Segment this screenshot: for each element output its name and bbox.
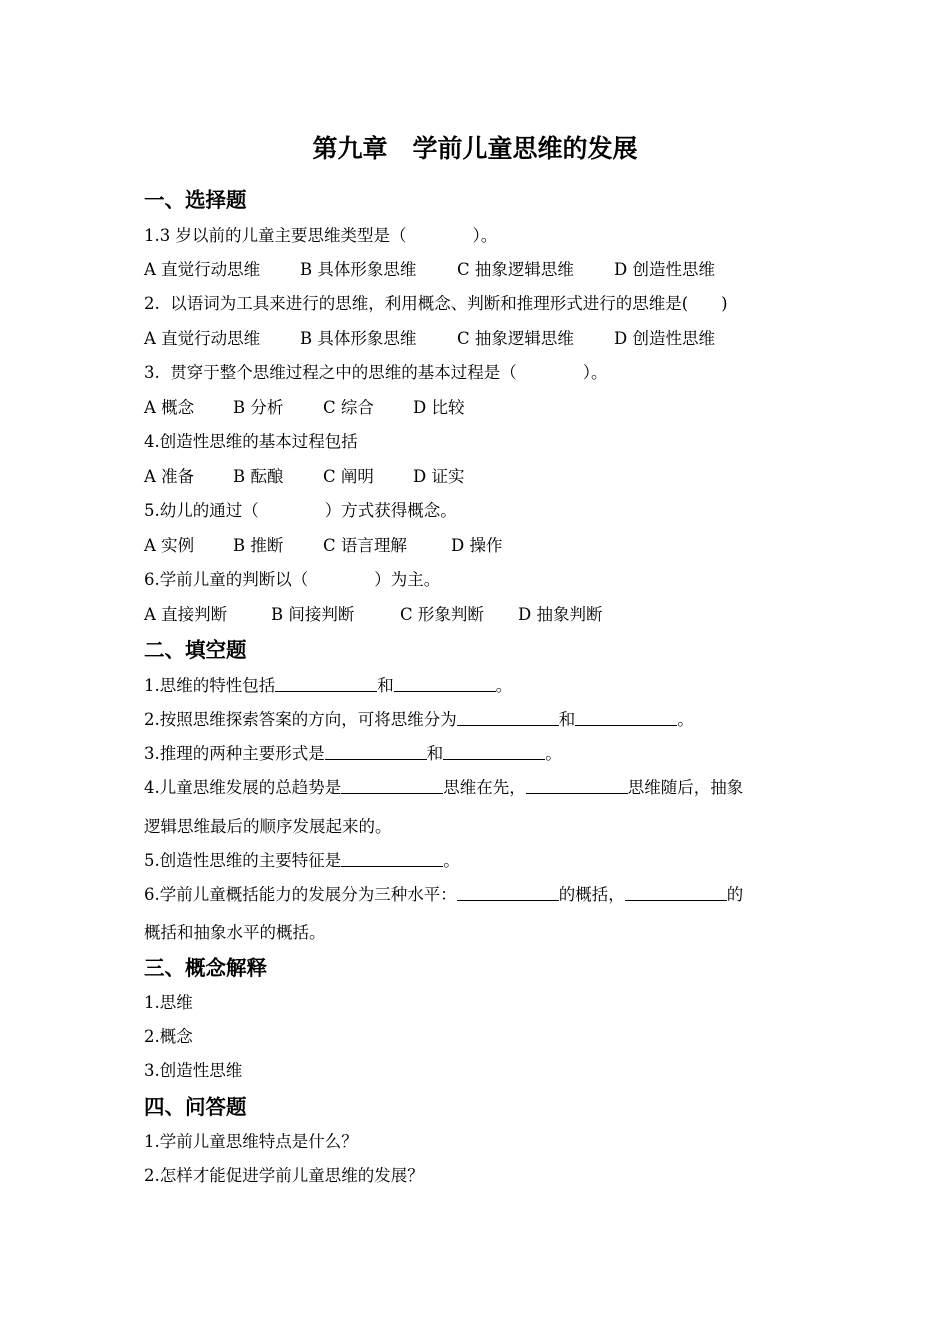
fill-item: 4.儿童思维发展的总趋势是 思维在先， 思维随后，抽象	[144, 778, 744, 797]
fill-item: 3.推理的两种主要形式是 和 。	[144, 744, 562, 763]
option-c: C 形象判断	[400, 605, 484, 624]
section-heading-questions: 四、问答题	[144, 1095, 247, 1119]
answer-blank	[341, 777, 443, 794]
answer-blank	[325, 743, 427, 760]
option-d: D 操作	[451, 536, 503, 555]
question-stem: 3. 贯穿于整个思维过程之中的思维的基本过程是（ ）。	[144, 363, 608, 382]
option-c: C 语言理解	[323, 536, 407, 555]
fill-item-continuation: 概括和抽象水平的概括。	[144, 923, 326, 942]
question-options	[144, 259, 844, 281]
section-heading-choice: 一、选择题	[144, 188, 247, 212]
option-d: D 证实	[413, 467, 465, 486]
option-a: A 直接判断	[144, 605, 228, 624]
question-stem: 5.幼儿的通过（ ）方式获得概念。	[144, 501, 457, 520]
question-stem: 4.创造性思维的基本过程包括	[144, 432, 358, 451]
question-stem: 6.学前儿童的判断以（ ）为主。	[144, 570, 441, 589]
answer-blank	[394, 675, 496, 692]
option-b: B 具体形象思维	[300, 260, 417, 279]
option-c: C 阐明	[323, 467, 374, 486]
option-d: D 创造性思维	[614, 260, 715, 279]
fill-item: 5.创造性思维的主要特征是 。	[144, 851, 460, 870]
option-a: A 直觉行动思维	[144, 329, 261, 348]
answer-blank	[443, 743, 545, 760]
question-options	[144, 535, 844, 557]
answer-blank	[275, 675, 377, 692]
option-d: D 比较	[413, 398, 465, 417]
question-item: 1.学前儿童思维特点是什么？	[144, 1132, 358, 1151]
question-stem: 1.3 岁以前的儿童主要思维类型是（ ）。	[144, 226, 498, 245]
option-c: C 综合	[323, 398, 374, 417]
fill-item: 6.学前儿童概括能力的发展分为三种水平： 的概括， 的	[144, 885, 744, 904]
question-options	[144, 328, 844, 350]
option-a: A 实例	[144, 536, 195, 555]
question-stem: 2. 以语词为工具来进行的思维，利用概念、判断和推理形式进行的思维是( )	[144, 294, 728, 313]
option-a: A 概念	[144, 398, 195, 417]
fill-item: 1.思维的特性包括 和 。	[144, 676, 513, 695]
fill-item-continuation: 逻辑思维最后的顺序发展起来的。	[144, 817, 392, 836]
option-c: C 抽象逻辑思维	[457, 329, 574, 348]
option-b: B 酝酿	[233, 467, 284, 486]
answer-blank	[575, 709, 677, 726]
option-b: B 具体形象思维	[300, 329, 417, 348]
concept-item: 3.创造性思维	[144, 1061, 243, 1080]
answer-blank	[457, 884, 559, 901]
option-b: B 间接判断	[271, 605, 355, 624]
answer-blank	[341, 850, 443, 867]
question-options	[144, 397, 844, 419]
option-d: D 抽象判断	[518, 605, 603, 624]
answer-blank	[526, 777, 628, 794]
option-a: A 准备	[144, 467, 195, 486]
question-item: 2.怎样才能促进学前儿童思维的发展？	[144, 1166, 424, 1185]
option-b: B 分析	[233, 398, 284, 417]
answer-blank	[457, 709, 559, 726]
option-d: D 创造性思维	[614, 329, 715, 348]
chapter-title: 第九章 学前儿童思维的发展	[312, 134, 638, 163]
answer-blank	[625, 884, 727, 901]
concept-item: 1.思维	[144, 993, 193, 1012]
question-options	[144, 466, 844, 488]
fill-item: 2.按照思维探索答案的方向，可将思维分为 和 。	[144, 710, 694, 729]
option-b: B 推断	[233, 536, 284, 555]
option-c: C 抽象逻辑思维	[457, 260, 574, 279]
section-heading-concepts: 三、概念解释	[144, 956, 267, 980]
option-a: A 直觉行动思维	[144, 260, 261, 279]
question-options	[144, 604, 844, 626]
section-heading-fill: 二、填空题	[144, 638, 247, 662]
concept-item: 2.概念	[144, 1027, 193, 1046]
